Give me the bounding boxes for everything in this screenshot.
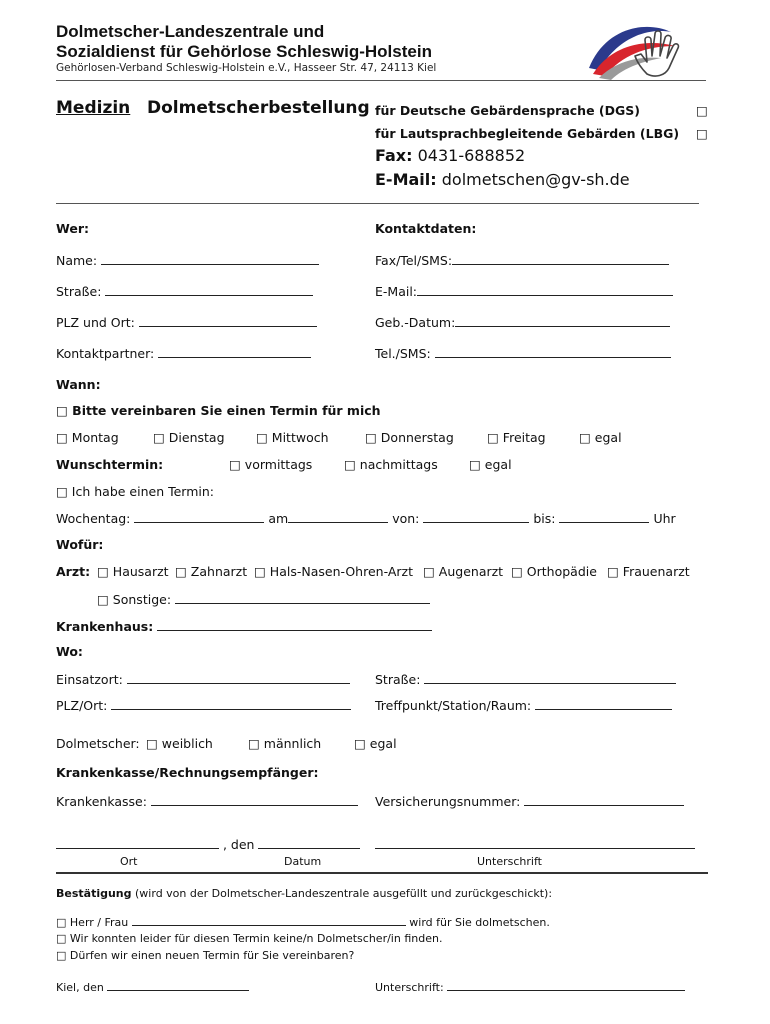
sonstige-label: Sonstige: bbox=[112, 592, 172, 607]
fax-tel-sms-field[interactable] bbox=[452, 252, 669, 265]
dolmetscher-option-label: egal bbox=[369, 736, 397, 751]
geb-datum-field[interactable] bbox=[455, 314, 670, 327]
checkbox-icon: □ bbox=[175, 564, 187, 579]
checkbox-icon: □ bbox=[423, 564, 435, 579]
von-label: von: bbox=[392, 511, 420, 526]
einsatzort-row bbox=[56, 671, 350, 687]
versicherungsnummer-label: Versicherungsnummer: bbox=[375, 794, 521, 809]
checkbox-icon: □ bbox=[365, 430, 377, 445]
krankenhaus-field[interactable] bbox=[157, 618, 432, 631]
tel-sms-field[interactable] bbox=[435, 345, 671, 358]
uhr-label: Uhr bbox=[653, 511, 676, 526]
lbg-checkbox[interactable]: □ bbox=[696, 126, 708, 141]
einsatzort-label: Einsatzort: bbox=[56, 672, 123, 687]
wo-strasse-field[interactable] bbox=[424, 671, 676, 684]
termin-vereinbaren-checkbox[interactable]: □ bbox=[56, 403, 68, 418]
day-mittwoch[interactable] bbox=[256, 430, 329, 445]
habe-termin-row[interactable] bbox=[56, 484, 214, 499]
treffpunkt-field[interactable] bbox=[535, 697, 672, 710]
plz-ort-field[interactable] bbox=[139, 314, 317, 327]
kiel-den-field[interactable] bbox=[107, 980, 249, 991]
den-label: , den bbox=[222, 837, 255, 852]
treffpunkt-label: Treffpunkt/Station/Raum: bbox=[375, 698, 532, 713]
plz-ort-row bbox=[56, 314, 317, 330]
checkbox-icon: □ bbox=[97, 564, 109, 579]
arzt-hno[interactable] bbox=[254, 564, 413, 579]
time-label: egal bbox=[484, 457, 512, 472]
fax-tel-sms-row bbox=[375, 252, 669, 268]
dolmetscher-egal[interactable] bbox=[354, 736, 397, 751]
krankenkasse-field[interactable] bbox=[151, 793, 358, 806]
org-name-line2: Sozialdienst für Gehörlose Schleswig-Holstein bbox=[56, 42, 432, 61]
fax-label: Fax: bbox=[375, 146, 413, 165]
sonstige-row bbox=[97, 591, 430, 607]
checkbox-icon: □ bbox=[607, 564, 619, 579]
title-divider bbox=[56, 203, 699, 204]
time-egal[interactable] bbox=[469, 457, 512, 472]
dolmetscher-weiblich[interactable] bbox=[146, 736, 213, 751]
datum-field[interactable] bbox=[288, 510, 388, 523]
bestaetigung-heading-row bbox=[56, 887, 552, 900]
herr-frau-tail: wird für Sie dolmetschen. bbox=[409, 916, 550, 929]
checkbox-icon: □ bbox=[487, 430, 499, 445]
krankenkasse-row bbox=[56, 793, 358, 809]
arzt-option-label: Frauenarzt bbox=[622, 564, 690, 579]
sonstige-checkbox[interactable]: □ bbox=[97, 592, 109, 607]
arzt-hausarzt[interactable] bbox=[97, 564, 169, 579]
wunschtermin-label: Wunschtermin: bbox=[56, 457, 164, 472]
dolmetscher-maennlich[interactable] bbox=[248, 736, 321, 751]
day-label: Mittwoch bbox=[271, 430, 329, 445]
bestaetigung-note: (wird von der Dolmetscher-Landeszentrale ausgefüllt und zurückgeschickt): bbox=[135, 887, 553, 900]
termin-vereinbaren-row bbox=[56, 403, 381, 418]
checkbox-icon: □ bbox=[344, 457, 356, 472]
bestaetigung-heading: Bestätigung bbox=[56, 887, 132, 900]
wo-plz-ort-label: PLZ/Ort: bbox=[56, 698, 108, 713]
header-divider bbox=[56, 80, 706, 81]
dolmetscher-option-label: männlich bbox=[263, 736, 322, 751]
herr-frau-row bbox=[56, 915, 550, 929]
day-label: Montag bbox=[71, 430, 119, 445]
day-montag[interactable] bbox=[56, 430, 119, 445]
kontakt-email-row bbox=[375, 283, 673, 299]
arzt-frauenarzt[interactable] bbox=[607, 564, 690, 579]
ort-field[interactable] bbox=[56, 836, 219, 849]
email-label: E-Mail: bbox=[375, 170, 437, 189]
checkbox-icon: □ bbox=[146, 736, 158, 751]
kontakt-email-label: E-Mail: bbox=[375, 284, 418, 299]
plz-ort-label: PLZ und Ort: bbox=[56, 315, 135, 330]
form-category-title: Medizin bbox=[56, 98, 131, 118]
unterschrift-field[interactable] bbox=[375, 836, 695, 849]
bis-field[interactable] bbox=[559, 510, 649, 523]
kontaktpartner-row bbox=[56, 345, 311, 361]
leider-checkbox[interactable]: □ bbox=[56, 932, 67, 945]
wo-strasse-row bbox=[375, 671, 676, 687]
dgs-checkbox[interactable]: □ bbox=[696, 103, 708, 118]
termin-vereinbaren-label: Bitte vereinbaren Sie einen Termin für mich bbox=[72, 403, 381, 418]
lbg-label: für Lautsprachbegleitende Gebärden (LBG) bbox=[375, 126, 680, 141]
name-row bbox=[56, 252, 319, 268]
day-dienstag[interactable] bbox=[153, 430, 225, 445]
strasse-label: Straße: bbox=[56, 284, 102, 299]
dolmetscher-label: Dolmetscher: bbox=[56, 736, 140, 751]
checkbox-icon: □ bbox=[354, 736, 366, 751]
geb-datum-row bbox=[375, 314, 670, 330]
einsatzort-field[interactable] bbox=[127, 671, 350, 684]
checkbox-icon: □ bbox=[153, 430, 165, 445]
day-label: Dienstag bbox=[168, 430, 225, 445]
termin-details-row bbox=[56, 510, 676, 526]
tel-sms-row bbox=[375, 345, 671, 361]
checkbox-icon: □ bbox=[256, 430, 268, 445]
name-field[interactable] bbox=[101, 252, 319, 265]
kiel-den-label: Kiel, den bbox=[56, 981, 104, 994]
sonstige-field[interactable] bbox=[175, 591, 430, 604]
ort-datum-row bbox=[56, 836, 360, 852]
arzt-label: Arzt: bbox=[56, 564, 91, 579]
krankenhaus-row bbox=[56, 618, 432, 634]
checkbox-icon: □ bbox=[579, 430, 591, 445]
wochentag-label: Wochentag: bbox=[56, 511, 131, 526]
versicherungsnummer-row bbox=[375, 793, 684, 809]
bestaetigung-unterschrift-row bbox=[375, 980, 685, 994]
wofuer-heading: Wofür: bbox=[56, 537, 104, 552]
ort-caption: Ort bbox=[120, 855, 138, 868]
versicherungsnummer-field[interactable] bbox=[524, 793, 684, 806]
time-nachmittags[interactable] bbox=[344, 457, 438, 472]
herr-frau-field[interactable] bbox=[132, 915, 406, 926]
herr-frau-checkbox[interactable]: □ bbox=[56, 916, 67, 929]
wo-heading: Wo: bbox=[56, 644, 83, 659]
arzt-option-label: Hausarzt bbox=[112, 564, 169, 579]
checkbox-icon: □ bbox=[56, 484, 68, 499]
org-logo bbox=[585, 18, 693, 80]
checkbox-icon: □ bbox=[229, 457, 241, 472]
wo-plz-ort-row bbox=[56, 697, 351, 713]
checkbox-icon: □ bbox=[511, 564, 523, 579]
checkbox-icon: □ bbox=[56, 430, 68, 445]
fax-line bbox=[375, 146, 525, 165]
kiel-den-row bbox=[56, 980, 249, 994]
neuer-termin-label: Dürfen wir einen neuen Termin für Sie vereinbaren? bbox=[69, 949, 355, 962]
datum-sign-field[interactable] bbox=[258, 836, 360, 849]
unterschrift-row bbox=[375, 836, 695, 852]
bestaetigung-divider bbox=[56, 872, 708, 874]
arzt-option-label: Zahnarzt bbox=[190, 564, 248, 579]
dgs-label: für Deutsche Gebärdensprache (DGS) bbox=[375, 103, 640, 118]
org-address: Gehörlosen-Verband Schleswig-Holstein e.V., Hasseer Str. 47, 24113 Kiel bbox=[56, 62, 437, 74]
von-field[interactable] bbox=[423, 510, 529, 523]
email-line bbox=[375, 170, 630, 189]
org-name-line1: Dolmetscher-Landeszentrale und bbox=[56, 22, 325, 41]
arzt-option-label: Orthopädie bbox=[526, 564, 597, 579]
wann-heading: Wann: bbox=[56, 377, 101, 392]
neuer-termin-row bbox=[56, 949, 354, 962]
wochentag-field[interactable] bbox=[134, 510, 264, 523]
bestaetigung-unterschrift-field[interactable] bbox=[447, 980, 685, 991]
day-freitag[interactable] bbox=[487, 430, 546, 445]
wo-strasse-label: Straße: bbox=[375, 672, 421, 687]
herr-frau-label: Herr / Frau bbox=[69, 916, 129, 929]
tel-sms-label: Tel./SMS: bbox=[375, 346, 431, 361]
checkbox-icon: □ bbox=[248, 736, 260, 751]
leider-label: Wir konnten leider für diesen Termin keine/n Dolmetscher/in finden. bbox=[69, 932, 443, 945]
habe-termin-label: Ich habe einen Termin: bbox=[71, 484, 215, 499]
wo-plz-ort-field[interactable] bbox=[111, 697, 351, 710]
wer-heading: Wer: bbox=[56, 221, 89, 236]
arzt-orthopaedie[interactable] bbox=[511, 564, 597, 579]
arzt-zahnarzt[interactable] bbox=[175, 564, 247, 579]
strasse-row bbox=[56, 283, 313, 299]
kasse-heading: Krankenkasse/Rechnungsempfänger: bbox=[56, 765, 319, 780]
day-label: Donnerstag bbox=[380, 430, 454, 445]
form-title: Dolmetscherbestellung bbox=[147, 98, 370, 118]
arzt-augenarzt[interactable] bbox=[423, 564, 503, 579]
geb-datum-label: Geb.-Datum: bbox=[375, 315, 456, 330]
fax-number: 0431-688852 bbox=[417, 146, 526, 165]
email-address: dolmetschen@gv-sh.de bbox=[441, 170, 630, 189]
day-egal[interactable] bbox=[579, 430, 622, 445]
bestaetigung-unterschrift-label: Unterschrift: bbox=[375, 981, 444, 994]
kontaktpartner-label: Kontaktpartner: bbox=[56, 346, 155, 361]
bis-label: bis: bbox=[533, 511, 556, 526]
am-label: am bbox=[268, 511, 289, 526]
time-label: nachmittags bbox=[359, 457, 438, 472]
krankenhaus-label: Krankenhaus: bbox=[56, 619, 154, 634]
dolmetscher-option-label: weiblich bbox=[161, 736, 213, 751]
fax-tel-sms-label: Fax/Tel/SMS: bbox=[375, 253, 453, 268]
datum-caption: Datum bbox=[284, 855, 322, 868]
unterschrift-caption: Unterschrift bbox=[477, 855, 542, 868]
strasse-field[interactable] bbox=[105, 283, 313, 296]
time-label: vormittags bbox=[244, 457, 313, 472]
day-donnerstag[interactable] bbox=[365, 430, 454, 445]
day-label: Freitag bbox=[502, 430, 546, 445]
kontaktdaten-heading: Kontaktdaten: bbox=[375, 221, 477, 236]
neuer-termin-checkbox[interactable]: □ bbox=[56, 949, 67, 962]
name-label: Name: bbox=[56, 253, 98, 268]
checkbox-icon: □ bbox=[254, 564, 266, 579]
day-label: egal bbox=[594, 430, 622, 445]
krankenkasse-label: Krankenkasse: bbox=[56, 794, 147, 809]
leider-row bbox=[56, 932, 442, 945]
kontaktpartner-field[interactable] bbox=[158, 345, 311, 358]
time-vormittags[interactable] bbox=[229, 457, 312, 472]
arzt-option-label: Augenarzt bbox=[438, 564, 504, 579]
arzt-option-label: Hals-Nasen-Ohren-Arzt bbox=[269, 564, 413, 579]
kontakt-email-field[interactable] bbox=[417, 283, 673, 296]
checkbox-icon: □ bbox=[469, 457, 481, 472]
treffpunkt-row bbox=[375, 697, 672, 713]
